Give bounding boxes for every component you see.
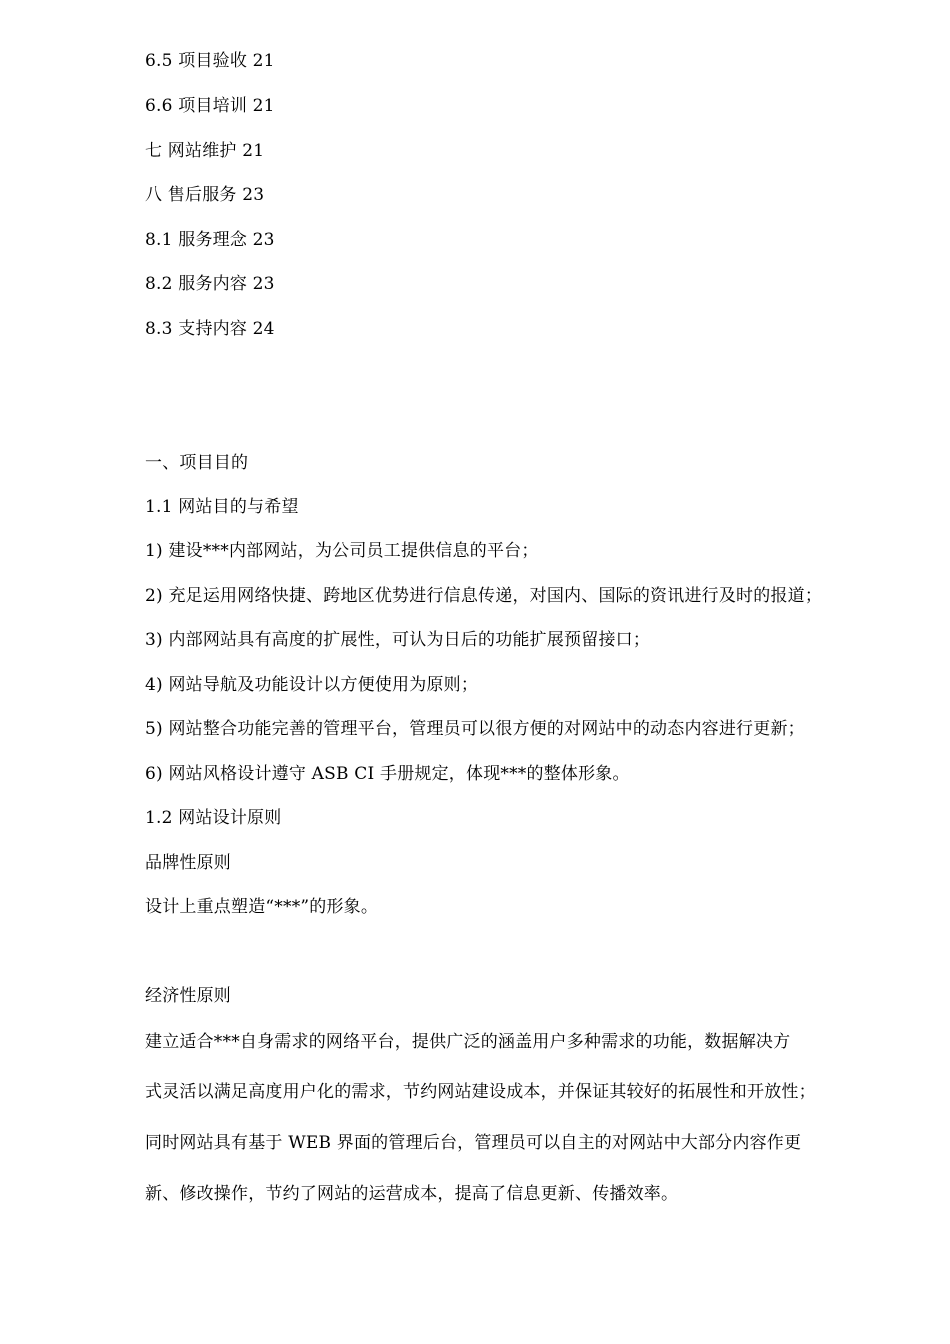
goal-item: 4) 网站导航及功能设计以方便使用为原则； xyxy=(145,675,479,695)
goal-item: 6) 网站风格设计遵守 ASB CI 手册规定，体现***的整体形象。 xyxy=(145,764,630,784)
economy-paragraph-line: 建立适合***自身需求的网络平台，提供广泛的涵盖用户多种需求的功能，数据解决方 xyxy=(145,1032,791,1052)
toc-entry-7: 七 网站维护 21 xyxy=(145,141,265,161)
section-heading: 一、项目目的 xyxy=(145,453,249,473)
goal-item: 1) 建设***内部网站，为公司员工提供信息的平台； xyxy=(145,541,539,561)
toc-entry-6-5: 6.5 项目验收 21 xyxy=(145,51,275,71)
toc-entry-8-1: 8.1 服务理念 23 xyxy=(145,230,275,250)
toc-entry-8: 八 售后服务 23 xyxy=(145,185,265,205)
subsection-heading-1-1: 1.1 网站目的与希望 xyxy=(145,497,299,517)
economy-paragraph-line: 式灵活以满足高度用户化的需求，节约网站建设成本，并保证其较好的拓展性和开放性； xyxy=(145,1082,816,1102)
goal-item: 5) 网站整合功能完善的管理平台，管理员可以很方便的对网站中的动态内容进行更新； xyxy=(145,719,805,739)
toc-entry-8-2: 8.2 服务内容 23 xyxy=(145,274,275,294)
principle-heading-economy: 经济性原则 xyxy=(145,986,231,1006)
toc-entry-6-6: 6.6 项目培训 21 xyxy=(145,96,275,116)
goal-item: 2) 充足运用网络快捷、跨地区优势进行信息传递，对国内、国际的资讯进行及时的报道； xyxy=(145,586,823,606)
principle-text-brand: 设计上重点塑造“***”的形象。 xyxy=(145,897,379,917)
economy-paragraph-line: 新、修改操作，节约了网站的运营成本，提高了信息更新、传播效率。 xyxy=(145,1184,679,1204)
toc-entry-8-3: 8.3 支持内容 24 xyxy=(145,319,275,339)
subsection-heading-1-2: 1.2 网站设计原则 xyxy=(145,808,282,828)
economy-paragraph-line: 同时网站具有基于 WEB 界面的管理后台，管理员可以自主的对网站中大部分内容作更 xyxy=(145,1133,802,1153)
principle-heading-brand: 品牌性原则 xyxy=(145,853,231,873)
goal-item: 3) 内部网站具有高度的扩展性，可认为日后的功能扩展预留接口； xyxy=(145,630,651,650)
